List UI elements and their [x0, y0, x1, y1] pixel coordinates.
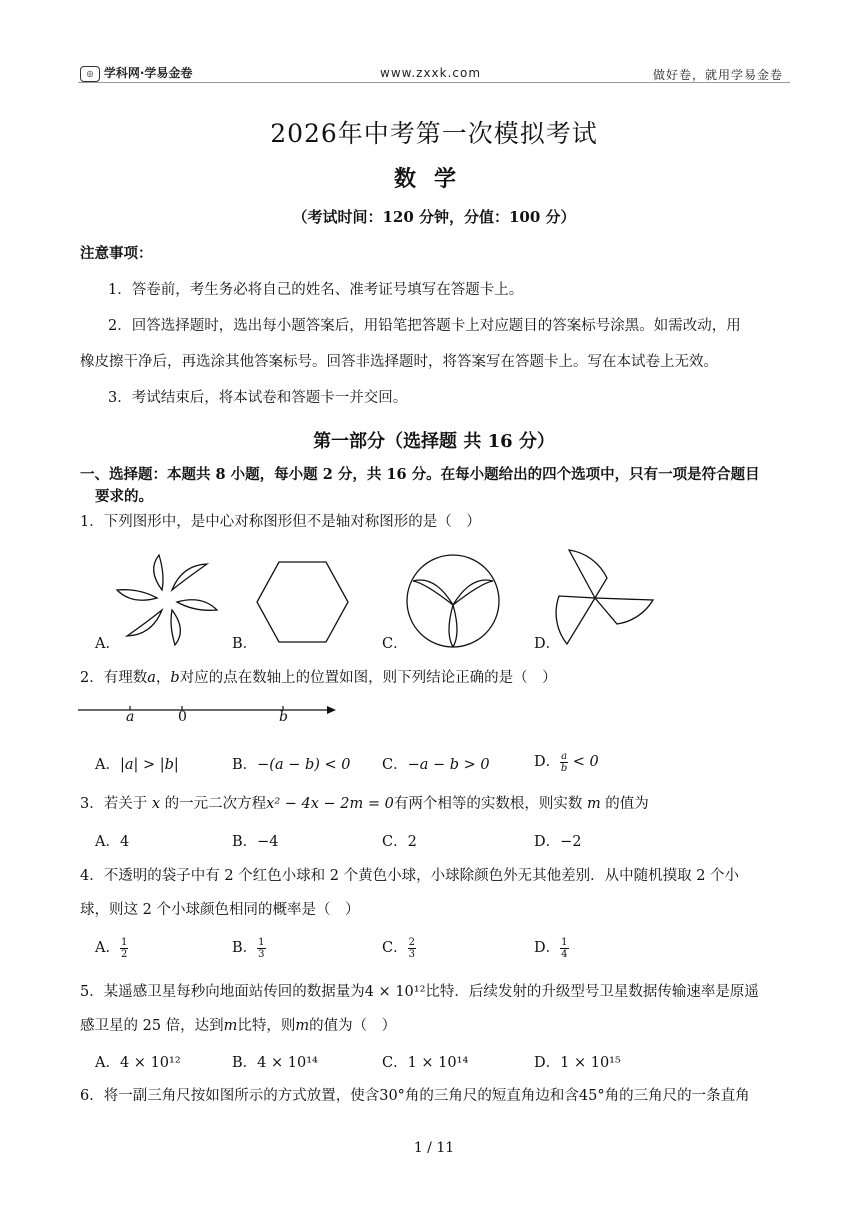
q4-option-b-num: 1: [258, 936, 265, 948]
q4-option-d-label: D．: [534, 940, 561, 956]
q2-var-b: b: [170, 670, 180, 686]
q2-option-d-den: b: [560, 762, 568, 774]
exam-subject: 数学: [393, 166, 474, 192]
q1-figure-a: [112, 552, 222, 648]
q5-option-d[interactable]: D．1 × 10¹⁵: [534, 1055, 621, 1071]
q4-stem-line-1: 4．不透明的袋子中有 2 个红色小球和 2 个黄色小球，小球除颜色外无其他差别．从中随机摸取 2 个小: [80, 868, 740, 884]
q4-option-c-den: 3: [408, 948, 415, 960]
q2-option-d[interactable]: [534, 750, 599, 774]
q3-stem: [80, 794, 649, 814]
q5-stem-2a: 感卫星的 25 倍，达到: [80, 1018, 224, 1034]
notice-item-2a: 2．回答选择题时，选出每小题答案后，用铅笔把答题卡上对应题目的答案标号涂黑。如需改动，用: [108, 318, 741, 334]
q3-equation: x² − 4x − 2m = 0: [266, 796, 394, 812]
q3-stem-a: 3．若关于: [80, 796, 152, 812]
q4-option-a-frac: [120, 937, 128, 960]
q4-option-c[interactable]: [382, 936, 416, 960]
notice-heading: 注意事项：: [80, 245, 153, 262]
notice-item-3: 3．考试结束后，将本试卷和答题卡一并交回。: [108, 390, 408, 406]
q2-number-line: [78, 702, 338, 728]
q4-option-b-den: 3: [258, 948, 265, 960]
q2-option-d-rest: < 0: [568, 754, 599, 770]
q2-stem-start: 2．有理数: [80, 670, 148, 686]
q2-option-a-label: A．: [95, 757, 120, 773]
q2-option-b-expr: −(a − b) < 0: [257, 757, 351, 773]
q1-option-d[interactable]: D．: [534, 636, 561, 652]
q5-stem-2b: 比特，则: [237, 1018, 296, 1034]
q4-option-b[interactable]: [232, 936, 266, 960]
q4-option-c-num: 2: [408, 936, 415, 948]
q2-option-c[interactable]: [382, 753, 490, 774]
q2-var-a: a: [147, 670, 156, 686]
q1-figure-b: [255, 560, 350, 644]
part1-instruction-1: 一、选择题：本题共 8 小题，每小题 2 分，共 16 分。在每小题给出的四个选项中，只有一项是符合题目: [80, 466, 760, 483]
notice-item-2b: 橡皮擦干净后，再选涂其他答案标号。回答非选择题时，将答案写在答题卡上。写在本试卷上无效。: [80, 354, 718, 370]
q4-stem-line-2: 球，则这 2 个小球颜色相同的概率是（ ）: [80, 902, 360, 918]
q4-option-a[interactable]: [95, 936, 128, 960]
header-divider: [78, 82, 790, 83]
q5-stem-2c: 的值为（ ）: [309, 1018, 397, 1034]
page-number: 1 / 11: [413, 1140, 455, 1156]
part1-title: 第一部分（选择题 共 16 分）: [313, 431, 555, 452]
q2-option-c-expr: −a − b > 0: [407, 757, 490, 773]
header-url[interactable]: www.zxxk.com: [380, 66, 482, 80]
exam-time-note: （考试时间：120 分钟，分值：100 分）: [292, 208, 576, 226]
q4-option-d-den: 4: [561, 948, 568, 960]
q3-var-x: x: [151, 796, 161, 812]
q4-option-b-frac: [257, 937, 265, 960]
part1-instruction-2: 要求的。: [95, 488, 153, 505]
q2-stem: [80, 668, 557, 688]
q3-stem-b: 的一元二次方程: [160, 796, 267, 812]
q2-option-d-num: a: [561, 750, 568, 762]
header-slogan: 做好卷，就用学易金卷: [653, 68, 784, 82]
q4-option-c-label: C．: [382, 940, 408, 956]
q3-var-m: m: [586, 796, 601, 812]
q1-option-a[interactable]: A．: [95, 636, 120, 652]
q2-option-b-label: B．: [232, 757, 258, 773]
q5-stem-line-2: [80, 1016, 396, 1036]
q5-option-b[interactable]: B．4 × 10¹⁴: [232, 1055, 318, 1071]
q5-var-m2: m: [295, 1018, 310, 1034]
q1-figure-c: [405, 553, 501, 649]
axis-label-b: b: [279, 709, 288, 725]
q2-option-d-label: D．: [534, 754, 561, 770]
q4-option-d[interactable]: [534, 936, 569, 960]
q4-option-d-num: 1: [561, 936, 568, 948]
q3-option-d[interactable]: D．−2: [534, 834, 582, 850]
q4-option-a-num: 1: [120, 936, 128, 948]
q5-stem-line-1: 5．某遥感卫星每秒向地面站传回的数据量为4 × 10¹²比特．后续发射的升级型号卫星数据传输速率是原遥: [80, 984, 759, 1000]
q2-option-b[interactable]: [232, 753, 351, 774]
q6-stem-line-1: 6．将一副三角尺按如图所示的方式放置，使含30°角的三角尺的短直角边和含45°角的三角尺的一条直角: [80, 1088, 750, 1104]
q2-option-d-frac: [560, 751, 568, 774]
q4-option-b-label: B．: [232, 940, 258, 956]
notice-item-1: 1．答卷前，考生务必将自己的姓名、准考证号填写在答题卡上。: [108, 282, 524, 298]
q3-option-b[interactable]: B．−4: [232, 834, 279, 850]
q1-option-c[interactable]: C．: [382, 636, 408, 652]
q1-option-b[interactable]: B．: [232, 636, 258, 652]
q2-stem-end: 对应的点在数轴上的位置如图，则下列结论正确的是（ ）: [179, 670, 557, 686]
axis-label-a: a: [126, 709, 135, 725]
logo-text: 学科网·学易金卷: [103, 66, 193, 80]
q2-option-a[interactable]: [95, 753, 179, 774]
q3-stem-c: 有两个相等的实数根，则实数: [393, 796, 587, 812]
q5-option-a[interactable]: A．4 × 10¹²: [95, 1055, 181, 1071]
q3-option-a[interactable]: A．4: [95, 834, 130, 850]
q2-option-c-label: C．: [382, 757, 408, 773]
q1-stem: 1．下列图形中，是中心对称图形但不是轴对称图形的是（ ）: [80, 514, 481, 530]
axis-label-zero: 0: [178, 709, 187, 725]
exam-title: 2026年中考第一次模拟考试: [270, 119, 598, 148]
q4-option-c-frac: [408, 937, 416, 960]
header-logo: [80, 64, 192, 82]
q4-option-a-label: A．: [95, 940, 120, 956]
q2-option-a-expr: |a| > |b|: [119, 757, 179, 773]
q3-option-c[interactable]: C．2: [382, 834, 417, 850]
q2-comma: ，: [155, 670, 171, 686]
q1-figure-d: [555, 548, 655, 648]
q3-stem-d: 的值为: [600, 796, 649, 812]
logo-icon: ◎: [80, 66, 100, 82]
q4-option-a-den: 2: [120, 948, 128, 960]
q5-var-m: m: [223, 1018, 238, 1034]
q5-option-c[interactable]: C．1 × 10¹⁴: [382, 1055, 469, 1071]
q4-option-d-frac: [560, 937, 568, 960]
